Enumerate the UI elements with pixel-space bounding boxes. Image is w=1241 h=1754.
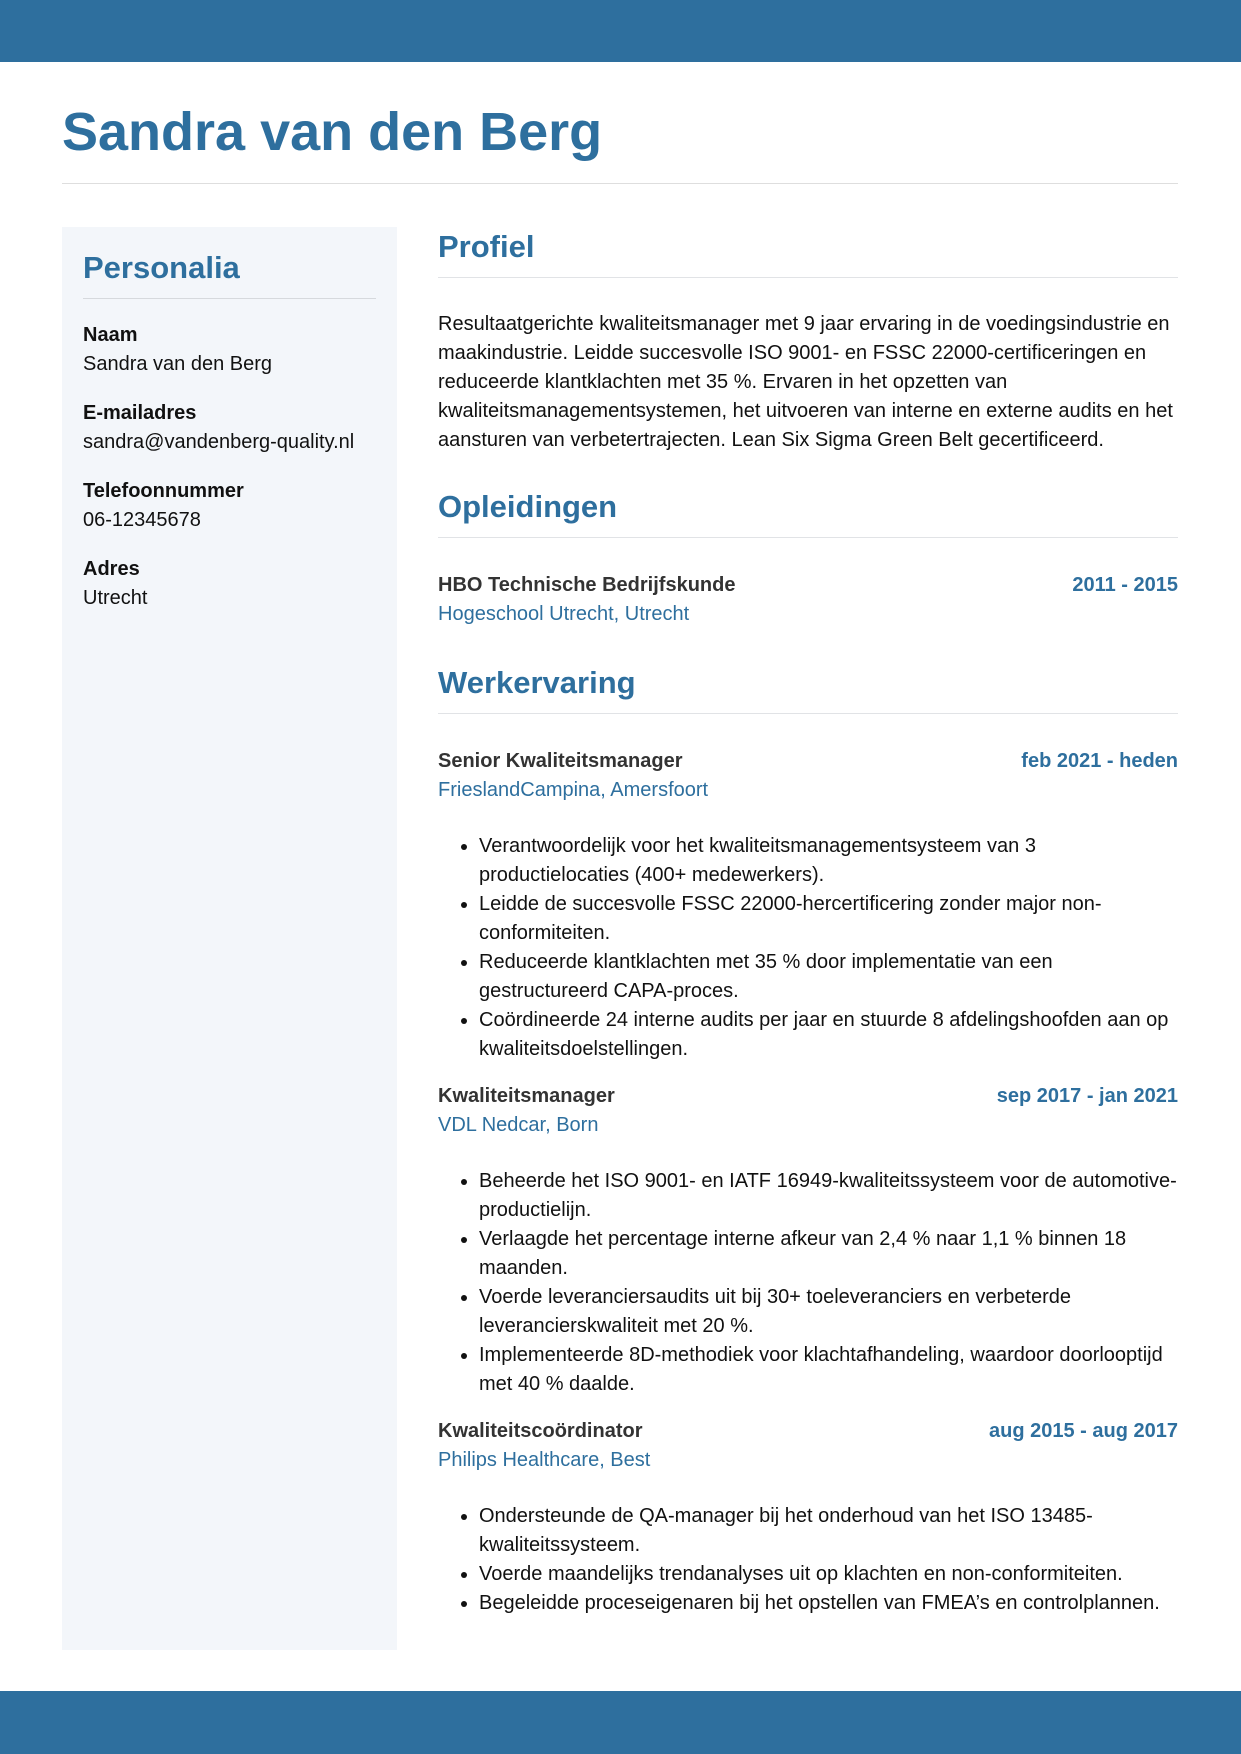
bullet-item: • Reduceerde klantklachten met 35 % door implementatie van een gestructureerd CAPA-proces.	[479, 948, 1178, 1006]
bullet-item: • Voerde maandelijks trendanalyses uit op klachten en non-conformiteiten.	[479, 1560, 1178, 1589]
sidebar-divider	[83, 298, 376, 299]
bullet-list	[438, 1167, 1178, 1399]
education-section	[438, 487, 1178, 629]
entry-organization: FrieslandCampina, Amersfoort	[438, 779, 709, 801]
field-value: Sandra van den Berg	[83, 353, 273, 376]
bullet-list	[438, 832, 1178, 1064]
bullet-item: • Verlaagde het percentage interne afkeur van 2,4 % naar 1,1 % binnen 18 maanden.	[479, 1225, 1178, 1283]
field-label: Naam	[83, 324, 138, 347]
work-entry	[438, 1082, 1178, 1399]
field-label: Telefoonnummer	[83, 480, 244, 503]
field-email	[83, 399, 376, 457]
bullet-list	[438, 1502, 1178, 1618]
section-title-education: Opleidingen	[438, 489, 618, 524]
field-name	[83, 321, 376, 379]
work-entry	[438, 1417, 1178, 1618]
entry-header	[438, 571, 1178, 600]
field-address	[83, 555, 376, 613]
entry-title: HBO Technische Bedrijfskunde	[438, 574, 736, 596]
section-divider	[438, 713, 1178, 714]
section-title-profile: Profiel	[438, 229, 535, 264]
entry-title: Kwaliteitscoördinator	[438, 1420, 643, 1442]
entry-organization: VDL Nedcar, Born	[438, 1114, 599, 1136]
entry-dates: feb 2021 - heden	[1021, 750, 1178, 772]
bullet-item: • Implementeerde 8D-methodiek voor klachtafhandeling, waardoor doorlooptijd met 40 % daalde.	[479, 1341, 1178, 1399]
page-title: Sandra van den Berg	[62, 102, 603, 162]
profile-section	[438, 227, 1178, 455]
field-label: Adres	[83, 558, 140, 581]
bullet-item: • Ondersteunde de QA-manager bij het onderhoud van het ISO 13485-kwaliteitssysteem.	[479, 1502, 1178, 1560]
bullet-item: • Begeleidde proceseigenaren bij het opstellen van FMEA’s en controlplannen.	[479, 1589, 1178, 1618]
personal-details-sidebar	[62, 227, 397, 1650]
entry-organization: Philips Healthcare, Best	[438, 1449, 651, 1471]
entry-dates: aug 2015 - aug 2017	[989, 1420, 1178, 1442]
bullet-item: • Leidde de succesvolle FSSC 22000-hercertificering zonder major non-conformiteiten.	[479, 890, 1178, 948]
field-label: E-mailadres	[83, 402, 197, 425]
bullet-item: • Verantwoordelijk voor het kwaliteitsmanagementsysteem van 3 productielocaties (400+ medewerkers).	[479, 832, 1178, 890]
entry-title: Senior Kwaliteitsmanager	[438, 750, 683, 772]
bullet-item: • Beheerde het ISO 9001- en IATF 16949-kwaliteitssysteem voor de automotive-productielijn.	[479, 1167, 1178, 1225]
bottom-accent-bar	[0, 1691, 1241, 1754]
section-title-work: Werkervaring	[438, 665, 636, 700]
section-divider	[438, 277, 1178, 278]
education-entry	[438, 571, 1178, 629]
bullet-item: • Coördineerde 24 interne audits per jaar en stuurde 8 afdelingshoofden aan op kwaliteitsdoelstellingen.	[479, 1006, 1178, 1064]
entry-organization: Hogeschool Utrecht, Utrecht	[438, 603, 690, 625]
entry-title: Kwaliteitsmanager	[438, 1085, 615, 1107]
work-entry	[438, 747, 1178, 1064]
section-divider	[438, 537, 1178, 538]
entry-dates: sep 2017 - jan 2021	[996, 1085, 1178, 1107]
top-accent-bar	[0, 0, 1241, 62]
entry-header	[438, 1082, 1178, 1111]
field-value: 06-12345678	[83, 509, 201, 532]
entry-header	[438, 747, 1178, 776]
main-content	[438, 227, 1178, 1618]
entry-dates: 2011 - 2015	[1072, 574, 1178, 596]
work-experience-section	[438, 663, 1178, 1618]
sidebar-title: Personalia	[83, 250, 240, 285]
field-value: Utrecht	[83, 587, 148, 610]
profile-text: Resultaatgerichte kwaliteitsmanager met 9 jaar ervaring in de voedingsindustrie en maakindustrie. Leidde succesvolle ISO 9001- en FSSC 22000-certificeringen en reduceerde klantklachten met 35 %. Ervaren in het opzetten van kwaliteitsmanagementsystemen, het uitvoeren van interne en externe audits en het aansturen van verbetertrajecten. Lean Six Sigma Green Belt gecertificeerd.	[438, 313, 1173, 451]
bullet-item: • Voerde leveranciersaudits uit bij 30+ toeleveranciers en verbeterde leverancierskwaliteit met 20 %.	[479, 1283, 1178, 1341]
field-value: sandra@vandenberg-quality.nl	[83, 431, 355, 454]
header-divider	[62, 183, 1178, 184]
field-phone	[83, 477, 376, 535]
entry-header	[438, 1417, 1178, 1446]
